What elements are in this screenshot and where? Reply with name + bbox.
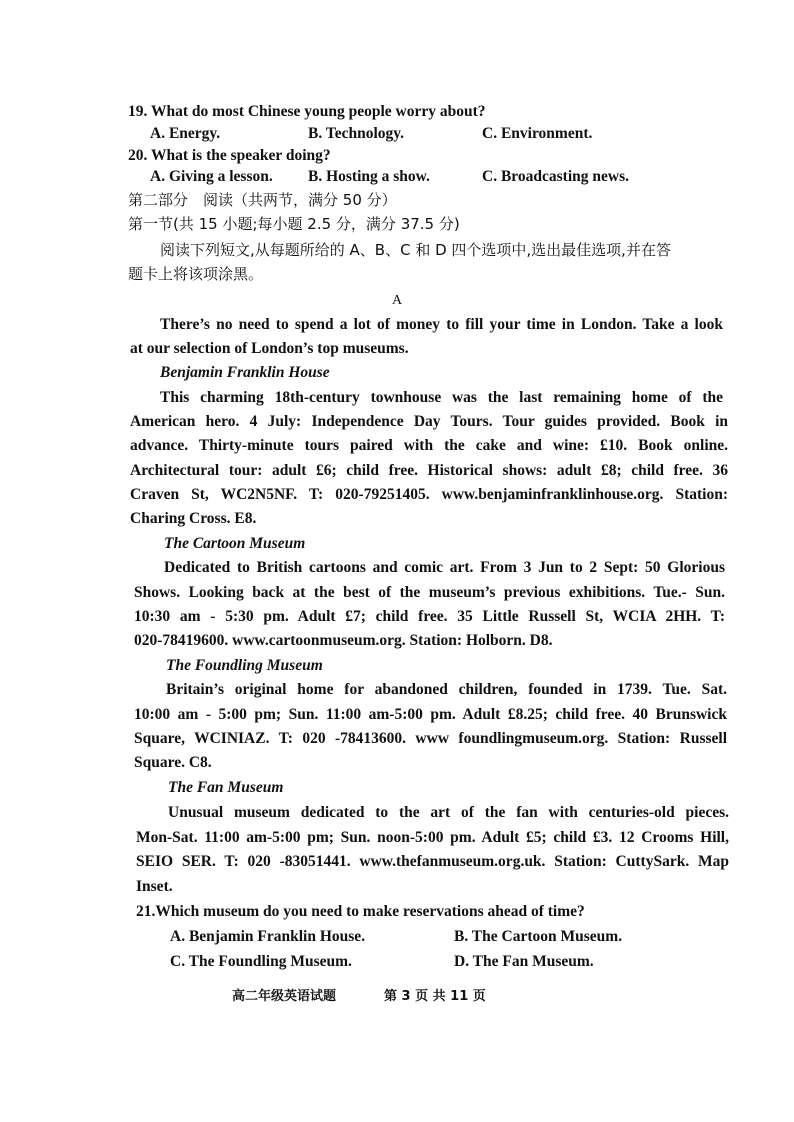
museum-text-line: Architectural tour: adult £6; child free. Historical shows: adult £8; child free. 36 bbox=[130, 462, 728, 479]
museum-text-line: Britain’s original home for abandoned children, founded in 1739. Tue. Sat. bbox=[166, 681, 727, 698]
q19-option-a: A. Energy. bbox=[150, 125, 221, 142]
museum-text-line: Inset. bbox=[136, 878, 173, 895]
intro-line-2: at our selection of London’s top museums. bbox=[130, 340, 409, 357]
part-two-heading: 第二部分 阅读（共两节，满分 50 分） bbox=[128, 191, 397, 209]
museum-text-line: advance. Thirty-minute tours paired with the cake and wine: £10. Book online. bbox=[130, 437, 728, 454]
intro-line-1: There’s no need to spend a lot of money to fill your time in London. Take a look bbox=[160, 316, 723, 333]
museum-text-line: Mon-Sat. 11:00 am-5:00 pm; Sun. noon-5:00 pm. Adult £5; child £3. 12 Crooms Hill, bbox=[136, 829, 729, 846]
museum-text-line: SEIO SER. T: 020 -83051441. www.thefanmuseum.org.uk. Station: CuttySark. Map bbox=[136, 853, 729, 870]
q21-option-b: B. The Cartoon Museum. bbox=[454, 928, 623, 945]
museum-heading: The Fan Museum bbox=[168, 779, 284, 796]
question-20-stem: 20. What is the speaker doing? bbox=[128, 147, 331, 164]
q21-option-c: C. The Foundling Museum. bbox=[170, 953, 352, 970]
q20-option-c: C. Broadcasting news. bbox=[482, 168, 629, 185]
museum-heading: The Cartoon Museum bbox=[164, 535, 306, 552]
question-19-stem: 19. What do most Chinese young people worry about? bbox=[128, 103, 486, 120]
question-21-stem: 21.Which museum do you need to make reservations ahead of time? bbox=[136, 903, 585, 920]
q21-option-a: A. Benjamin Franklin House. bbox=[170, 928, 366, 945]
museum-text-line: 10:00 am - 5:00 pm; Sun. 11:00 am-5:00 pm. Adult £8.25; child free. 40 Brunswick bbox=[134, 706, 727, 723]
passage-label: A bbox=[391, 293, 403, 308]
q19-option-c: C. Environment. bbox=[482, 125, 593, 142]
museum-text-line: This charming 18th-century townhouse was the last remaining home of the bbox=[160, 389, 723, 406]
museum-text-line: Craven St, WC2N5NF. T: 020-79251405. www.benjaminfranklinhouse.org. Station: bbox=[130, 486, 728, 503]
instruction-line-1: 阅读下列短文,从每题所给的 A、B、C 和 D 四个选项中,选出最佳选项,并在答 bbox=[160, 241, 671, 259]
section-one-heading: 第一节(共 15 小题;每小题 2.5 分，满分 37.5 分) bbox=[128, 215, 460, 233]
museum-text-line: 10:30 am - 5:30 pm. Adult £7; child free. 35 Little Russell St, WCIA 2HH. T: bbox=[134, 608, 725, 625]
q20-option-b: B. Hosting a show. bbox=[308, 168, 430, 185]
museum-heading: Benjamin Franklin House bbox=[160, 364, 330, 381]
museum-text-line: Unusual museum dedicated to the art of the fan with centuries-old pieces. bbox=[168, 804, 729, 821]
museum-text-line: Square, WCINIAZ. T: 020 -78413600. www foundlingmuseum.org. Station: Russell bbox=[134, 730, 727, 747]
q19-option-b: B. Technology. bbox=[308, 125, 405, 142]
museum-text-line: Charing Cross. E8. bbox=[130, 510, 257, 527]
instruction-line-2: 题卡上将该项涂黑。 bbox=[128, 265, 264, 283]
q20-option-a: A. Giving a lesson. bbox=[150, 168, 273, 185]
q21-option-d: D. The Fan Museum. bbox=[454, 953, 594, 970]
footer-page-number: 第 3 页 共 11 页 bbox=[384, 989, 486, 1004]
museum-text-line: Dedicated to British cartoons and comic art. From 3 Jun to 2 Sept: 50 Glorious bbox=[164, 559, 725, 576]
museum-text-line: American hero. 4 July: Independence Day Tours. Tour guides provided. Book in bbox=[130, 413, 728, 430]
museum-text-line: Square. C8. bbox=[134, 754, 212, 771]
footer-exam-title: 高二年级英语试题 bbox=[232, 989, 337, 1004]
museum-heading: The Foundling Museum bbox=[166, 657, 323, 674]
museum-text-line: Shows. Looking back at the best of the museum’s previous exhibitions. Tue.- Sun. bbox=[134, 584, 725, 601]
museum-text-line: 020-78419600. www.cartoonmuseum.org. Station: Holborn. D8. bbox=[134, 632, 553, 649]
